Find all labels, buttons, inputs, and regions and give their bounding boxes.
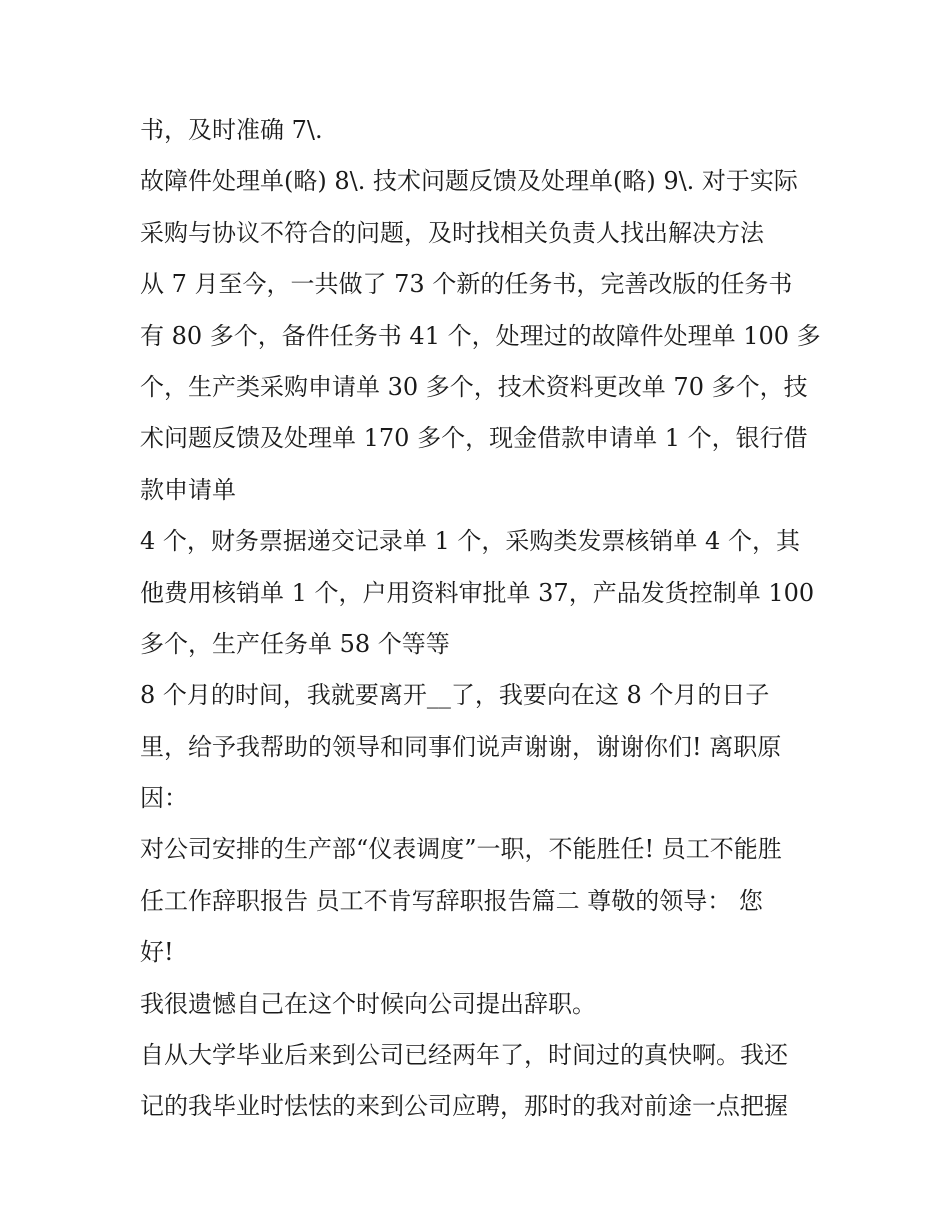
text-line-11: 多个，生产任务单 58 个等等 <box>140 629 450 658</box>
text-line-1: 书，及时准确 7\. <box>140 116 323 144</box>
text-line-19: 自从大学毕业后来到公司已经两年了，时间过的真快啊。我还 <box>140 1041 788 1070</box>
text-line-9: 4 个，财务票据递交记录单 1 个，采购类发票核销单 4 个，其 <box>140 527 800 556</box>
text-line-10: 他费用核销单 1 个，户用资料审批单 37，产品发货控制单 100 <box>140 578 815 607</box>
text-line-12: 8 个月的时间，我就要离开__了，我要向在这 8 个月的日子 <box>140 681 770 710</box>
text-line-3: 采购与协议不符合的问题，及时找相关负责人找出解决方法 <box>140 218 764 247</box>
text-line-14: 因： <box>140 784 188 813</box>
text-line-16: 任工作辞职报告 员工不肯写辞职报告篇二 尊敬的领导： 您 <box>140 886 763 915</box>
text-line-7: 术问题反馈及处理单 170 多个，现金借款申请单 1 个，银行借 <box>140 424 808 453</box>
text-line-6: 个，生产类采购申请单 30 多个，技术资料更改单 70 多个，技 <box>140 372 808 401</box>
text-line-2: 故障件处理单(略) 8\. 技术问题反馈及处理单(略) 9\. 对于实际 <box>140 167 798 196</box>
text-line-15: 对公司安排的生产部“仪表调度”一职，不能胜任! 员工不能胜 <box>140 835 782 864</box>
text-line-18: 我很遗憾自己在这个时候向公司提出辞职。 <box>140 989 596 1018</box>
text-line-5: 有 80 多个，备件任务书 41 个，处理过的故障件处理单 100 多 <box>140 321 821 350</box>
text-line-4: 从 7 月至今，一共做了 73 个新的任务书，完善改版的任务书 <box>140 270 793 299</box>
text-line-20: 记的我毕业时怯怯的来到公司应聘，那时的我对前途一点把握 <box>140 1092 788 1121</box>
text-line-13: 里，给予我帮助的领导和同事们说声谢谢，谢谢你们! 离职原 <box>140 732 782 761</box>
text-line-8: 款申请单 <box>140 475 236 504</box>
document-body <box>140 110 820 1138</box>
text-line-17: 好! <box>140 938 174 967</box>
